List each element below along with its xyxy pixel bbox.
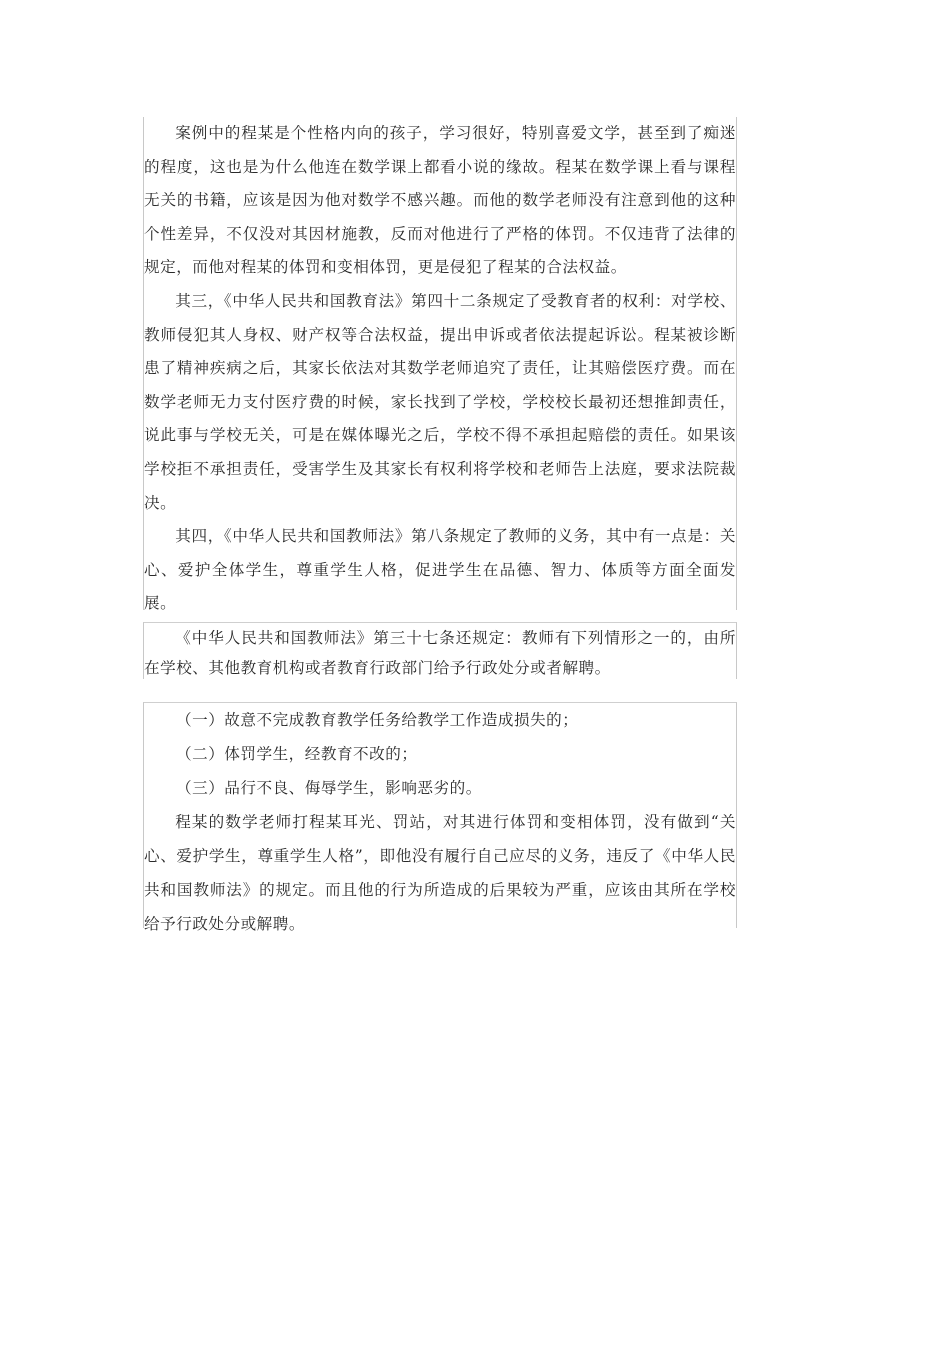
list-item-2: （二）体罚学生，经教育不改的； (176, 745, 418, 763)
paragraph-education-law: 其三，《中华人民共和国教育法》第四十二条规定了受教育者的权利：对学校、教师侵犯其人身权、财产权等合法权益，提出申诉或者依法提起诉讼。程某被诊断患了精神疾病之后，其家长依法对其数学老师追究了责任，让其赔偿医疗费。而在数学老师无力支付医疗费的时候，家长找到了学校，学校校长最初还想推卸责任，说此事与学校无关，可是在媒体曝光之后，学校不得不承担起赔偿的责任。如果该学校拒不承担责任，受害学生及其家长有权利将学校和老师告上法庭，要求法院裁决。 (144, 291, 736, 512)
paragraph-conclusion: 程某的数学老师打程某耳光、罚站，对其进行体罚和变相体罚，没有做到“关心、爱护学生，尊重学生人格”，即他没有履行自己应尽的义务，违反了《中华人民共和国教师法》的规定。而且他的行为所造成的后果较为严重，应该由其所在学校给予行政处分或解聘。 (144, 813, 736, 933)
paragraph-teachers-law-article-37: 《中华人民共和国教师法》第三十七条还规定：教师有下列情形之一的，由所在学校、其他教育机构或者教育行政部门给予行政处分或者解聘。 (144, 629, 736, 677)
text-block-2 (143, 622, 737, 679)
text-block-1 (143, 117, 737, 613)
paragraph-teachers-law-article-8: 其四，《中华人民共和国教师法》第八条规定了教师的义务，其中有一点是：关心、爱护全体学生，尊重学生人格，促进学生在品德、智力、体质等方面全面发展。 (144, 527, 736, 613)
paragraph-case-analysis: 案例中的程某是个性格内向的孩子，学习很好，特别喜爱文学，甚至到了痴迷的程度，这也是为什么他连在数学课上都看小说的缘故。程某在数学课上看与课程无关的书籍，应该是因为他对数学不感兴趣。而他的数学老师没有注意到他的这种个性差异，不仅没对其因材施教，反而对他进行了严格的体罚。不仅违背了法律的规定，而他对程某的体罚和变相体罚，更是侵犯了程某的合法权益。 (144, 124, 736, 277)
list-item-1: （一）故意不完成教育教学任务给教学工作造成损失的； (176, 711, 579, 729)
list-item-3: （三）品行不良、侮辱学生，影响恶劣的。 (176, 779, 482, 797)
text-block-3 (143, 702, 737, 933)
